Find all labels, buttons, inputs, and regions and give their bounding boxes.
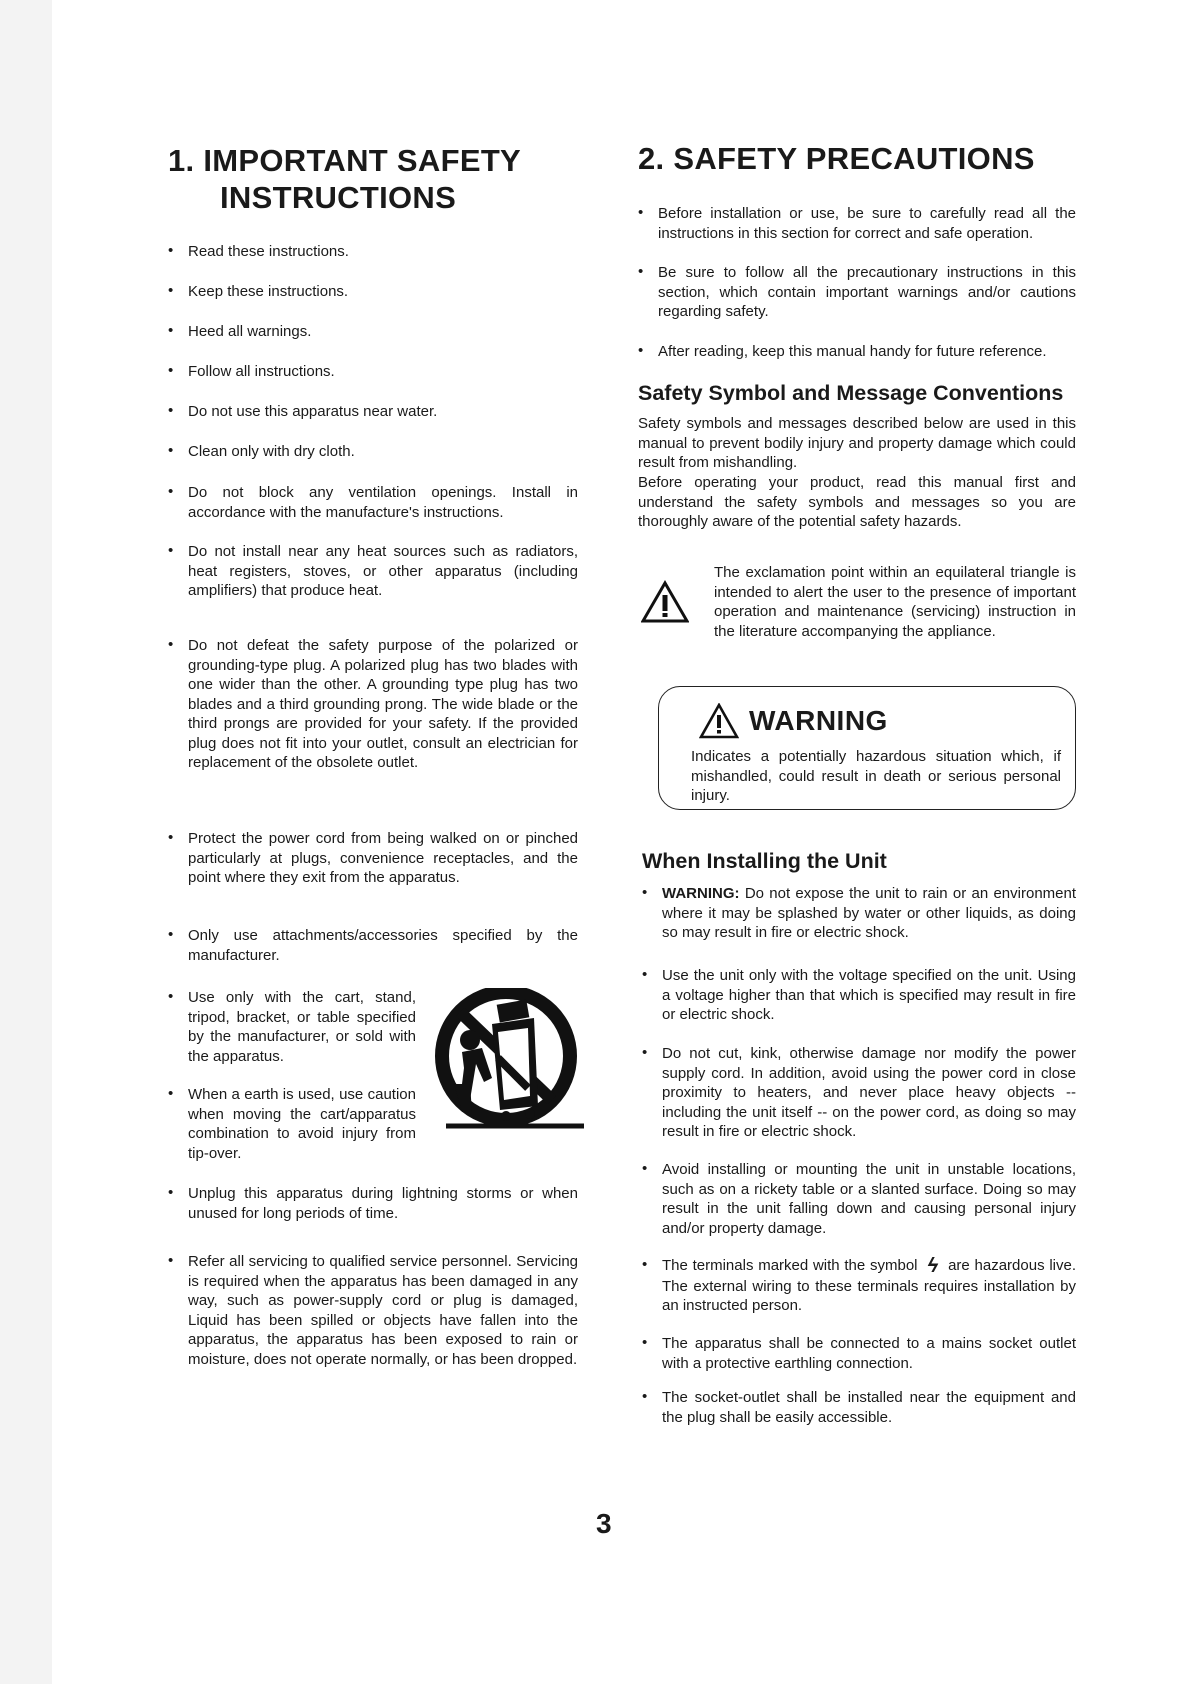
hazardous-live-bolt-icon: ϟ xyxy=(927,1255,939,1277)
list-item: • Do not defeat the safety purpose of the polarized or grounding-type plug. A polarized plug has two blades with one wider than the other. A grounding type plug has two blades and a third grounding prong. The wide blade or the third prongs are provided for your safety. If the provided plug does not fit into your outlet, consult an electrician for replacement of the obsolete outlet. xyxy=(168,636,578,771)
conventions-paragraph-1: Safety symbols and messages described below are used in this manual to prevent bodily injury and property damage which could result from mishandling. xyxy=(638,415,1076,471)
exclamation-triangle-icon xyxy=(641,580,689,624)
scan-edge-shade xyxy=(0,0,52,1684)
list-item: • Unplug this apparatus during lightning storms or when unused for long periods of time. xyxy=(168,1184,578,1222)
list-item: • The apparatus shall be connected to a mains socket outlet with a protective earthling connection. xyxy=(642,1334,1076,1372)
title-line-2: INSTRUCTIONS xyxy=(220,180,457,215)
list-item: • Avoid installing or mounting the unit in unstable locations, such as on a rickety table or a slanted surface. Doing so may result in the unit falling down and causing personal injury and/or property damage. xyxy=(642,1160,1076,1237)
warning-box xyxy=(658,686,1076,810)
list-item: • The terminals marked with the symbol ϟ are hazardous live. The external wiring to these terminals requires installation by an instructed person. xyxy=(642,1255,1076,1314)
list-item: • WARNING: Do not expose the unit to rain or an environment where it may be splashed by water or other liquids, as doing so may result in fire or electric shock. xyxy=(642,884,1077,941)
conventions-heading: Safety Symbol and Message Conventions xyxy=(638,381,1064,405)
safety-precautions-title: 2. SAFETY PRECAUTIONS xyxy=(638,141,1035,176)
installing-heading: When Installing the Unit xyxy=(642,849,887,873)
title-line-1: 1. IMPORTANT SAFETY xyxy=(168,143,522,178)
list-item: • Read these instructions. xyxy=(168,242,349,260)
list-item: • Before installation or use, be sure to carefully read all the instructions in this section for correct and safe operation. xyxy=(638,204,1076,242)
install-warning-label: WARNING: xyxy=(662,885,740,902)
list-item: • Do not cut, kink, otherwise damage nor modify the power supply cord. In addition, avoid using the power cord in close proximity to heaters, and never place heavy objects -- including the unit itself -- on the power cord, as doing so may result in fire or electric shock. xyxy=(642,1044,1076,1140)
list-item: • Be sure to follow all the precautionary instructions in this section, which contain important warnings and/or cautions regarding safety. xyxy=(638,263,1076,320)
warning-description: Indicates a potentially hazardous situation which, if mishandled, could result in death or serious personal injury. xyxy=(691,748,1061,804)
list-item: • Refer all servicing to qualified service personnel. Servicing is required when the apparatus has been damaged in any way, such as power-supply cord or plug is damaged, Liquid has been spilled or objects have fallen into the apparatus, the apparatus has been exposed to rain or moisture, does not operate normally, or has been dropped. xyxy=(168,1252,578,1368)
warning-triangle-icon xyxy=(699,703,739,739)
list-item: • Clean only with dry cloth. xyxy=(168,442,355,460)
important-safety-title xyxy=(168,142,521,216)
cart-tip-over-warning-icon xyxy=(426,988,586,1138)
list-item: • Use only with the cart, stand, tripod, bracket, or table specified by the manufacturer, or sold with the apparatus. xyxy=(168,988,416,1065)
list-item: • Do not use this apparatus near water. xyxy=(168,402,438,420)
warning-title: WARNING xyxy=(749,705,888,736)
list-item: • When a earth is used, use caution when moving the cart/apparatus combination to avoid injury from tip-over. xyxy=(168,1085,416,1162)
list-item: • After reading, keep this manual handy for future reference. xyxy=(638,342,1047,360)
list-item: • Use the unit only with the voltage specified on the unit. Using a voltage higher than that which is specified may result in fire or electric shock. xyxy=(642,966,1076,1023)
list-item: • The socket-outlet shall be installed near the equipment and the plug shall be easily accessible. xyxy=(642,1388,1076,1426)
exclamation-explanation: The exclamation point within an equilateral triangle is intended to alert the user to the presence of important operation and maintenance (servicing) instruction in the literature accompanying the appliance. xyxy=(714,564,1076,640)
list-item: • Heed all warnings. xyxy=(168,322,312,340)
list-item: • Follow all instructions. xyxy=(168,362,335,380)
page-number: 3 xyxy=(596,1508,612,1539)
list-item: • Keep these instructions. xyxy=(168,282,349,300)
list-item: • Protect the power cord from being walked on or pinched particularly at plugs, convenience receptacles, and the point where they exit from the apparatus. xyxy=(168,829,578,886)
list-item: • Do not block any ventilation openings. Install in accordance with the manufacture's instructions. xyxy=(168,483,578,521)
warning-header xyxy=(699,703,888,739)
conventions-paragraph-2: Before operating your product, read this manual first and understand the safety symbols and messages so you are thoroughly aware of the potential safety hazards. xyxy=(638,474,1076,530)
list-item: • Only use attachments/accessories specified by the manufacturer. xyxy=(168,926,578,964)
list-item: • Do not install near any heat sources such as radiators, heat registers, stoves, or other apparatus (including amplifiers) that produce heat. xyxy=(168,542,578,599)
